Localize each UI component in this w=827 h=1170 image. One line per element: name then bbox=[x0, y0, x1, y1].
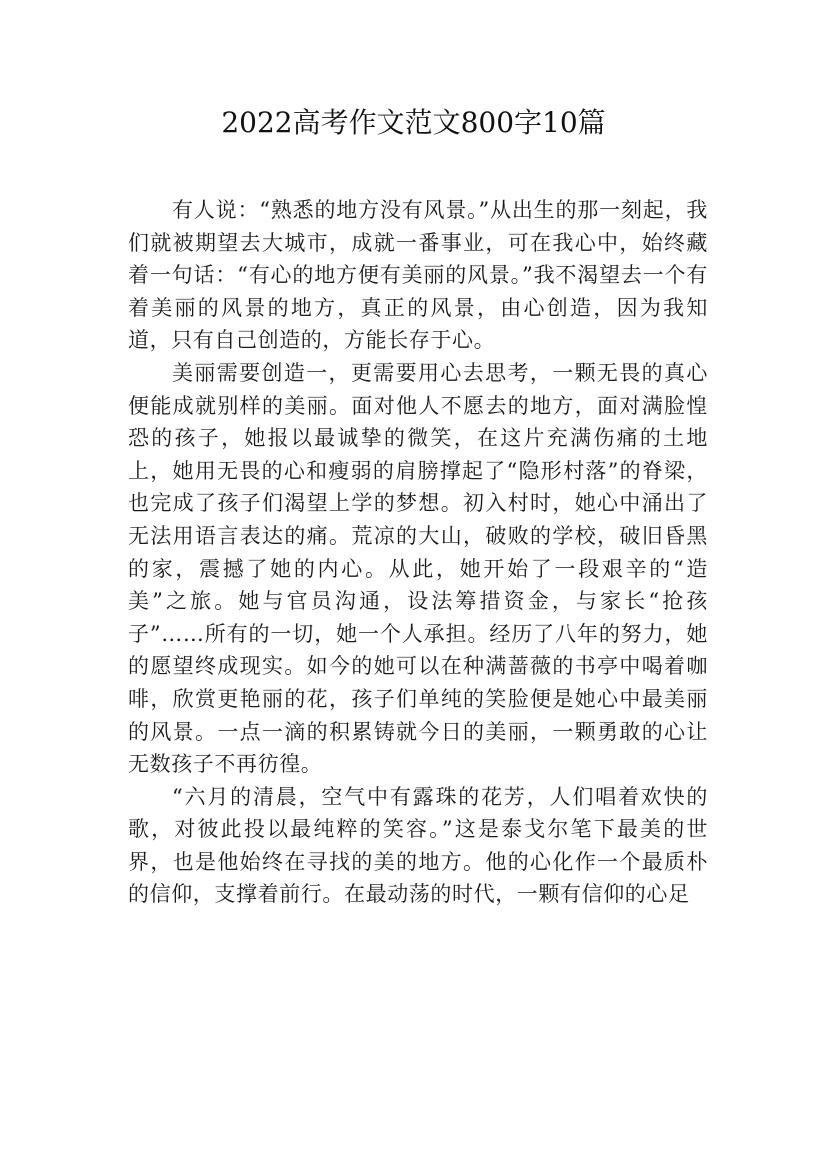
document-body bbox=[128, 194, 708, 911]
paragraph-1: 有人说：“熟悉的地方没有风景。”从出生的那一刻起，我们就被期望去大城市，成就一番事业，可在我心中，始终藏着一句话：“有心的地方便有美丽的风景。”我不渴望去一个有着美丽的风景的地方，真正的风景，由心创造，因为我知道，只有自己创造的，方能长存于心。 bbox=[128, 198, 708, 353]
paragraph-2: 美丽需要创造一，更需要用心去思考，一颗无畏的真心便能成就别样的美丽。面对他人不愿去的地方，面对满脸惶恐的孩子，她报以最诚挚的微笑，在这片充满伤痛的土地上，她用无畏的心和瘦弱的肩膀撑起了“隐形村落”的脊梁，也完成了孩子们渴望上学的梦想。初入村时，她心中涌出了无法用语言表达的痛。荒凉的大山，破败的学校，破旧昏黑的家，震撼了她的内心。从此，她开始了一段艰辛的“造美”之旅。她与官员沟通，设法筹措资金，与家长“抢孩子”……所有的一切，她一个人承担。经历了八年的努力，她的愿望终成现实。如今的她可以在种满蔷薇的书亭中喝着咖啡，欣赏更艳丽的花，孩子们单纯的笑脸便是她心中最美丽的风景。一点一滴的积累铸就今日的美丽，一颗勇敢的心让无数孩子不再彷徨。 bbox=[128, 360, 708, 777]
document-title: 2022高考作文范文800字10篇 bbox=[221, 106, 606, 139]
paragraph-3: “六月的清晨，空气中有露珠的花芳，人们唱着欢快的歌，对彼此投以最纯粹的笑容。”这是泰戈尔笔下最美的世界，也是他始终在寻找的美的地方。他的心化作一个最质朴的信仰，支撑着前行。在最动荡的时代，一颗有信仰的心足 bbox=[128, 784, 708, 907]
